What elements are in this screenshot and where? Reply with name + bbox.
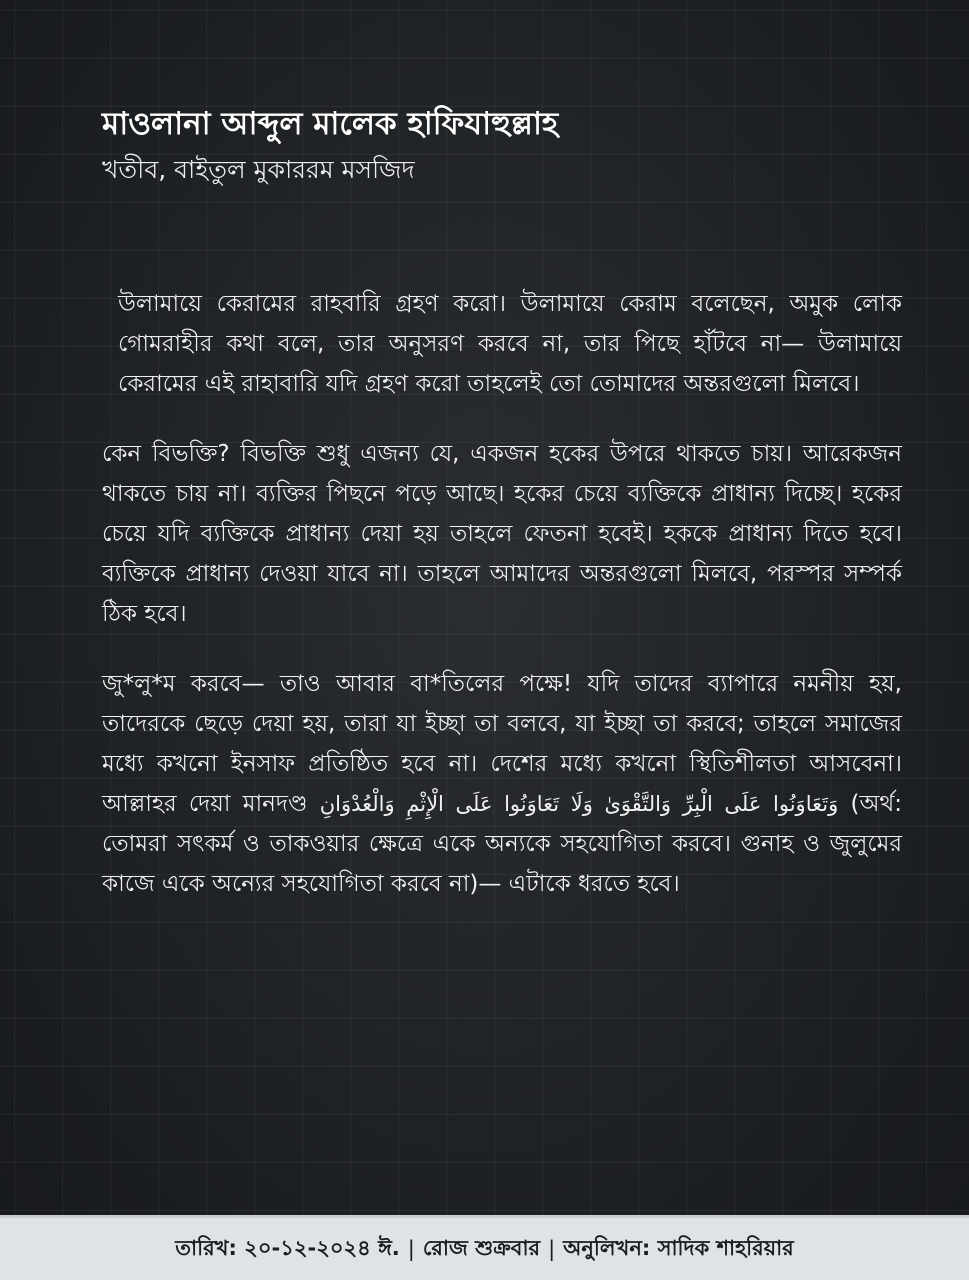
author-title: খতীব, বাইতুল মুকাররম মসজিদ [102, 155, 415, 184]
paragraph-3 [102, 664, 902, 904]
paragraph-3-text-after-arabic: (অর্থ: তোমরা সৎকর্ম ও তাকওয়ার ক্ষেত্রে একে অন্যকে সহযোগিতা করবে। গুনাহ ও জুলুমের কাজে একে অন্যের সহযোগিতা করবে না)— এটাকে ধরতে হবে। [102, 791, 903, 897]
footer-bar [0, 1215, 969, 1280]
arabic-verse: وَتَعَاوَنُوا عَلَى الْبِرِّ وَالتَّقْوَىٰ وَلَا تَعَاوَنُوا عَلَى الْإِثْمِ وَالْعُدْوَانِ [319, 792, 839, 816]
footer-day: রোজ শুক্রবার [422, 1235, 541, 1260]
footer-separator: | [407, 1237, 415, 1261]
paragraph-2: কেন বিভক্তি? বিভক্তি শুধু এজন্য যে, একজন হকের উপরে থাকতে চায়। আরেকজন থাকতে চায় না। ব্যক্তির পিছনে পড়ে আছে। হকের চেয়ে ব্যক্তিকে প্রাধান্য দিচ্ছে। হকের চেয়ে যদি ব্যক্তিকে প্রাধান্য দেয়া হয় তাহলে ফেতনা হবেই। হককে প্রাধান্য দিতে হবে। ব্যক্তিকে প্রাধান্য দেওয়া যাবে না। তাহলে আমাদের অন্তরগুলো মিলবে, পরস্পর সম্পর্ক ঠিক হবে। [102, 441, 902, 627]
footer-transcriber: অনুলিখন: সাদিক শাহরিয়ার [563, 1235, 794, 1260]
footer-date: তারিখ: ২০-১২-২০২৪ ঈ. [175, 1235, 400, 1260]
author-name: মাওলানা আব্দুল মালেক হাফিযাহুল্লাহ [102, 106, 559, 142]
article-body [102, 284, 902, 934]
header [102, 98, 902, 190]
paragraph-3-text-before-arabic: জু*লু*ম করবে— তাও আবার বা*তিলের পক্ষে! যদি তাদের ব্যাপারে নমনীয় হয়, তাদেরকে ছেড়ে দেয়া হয়, তারা যা ইচ্ছা তা বলবে, যা ইচ্ছা তা করবে; তাহলে সমাজের মধ্যে কখনো ইনসাফ প্রতিষ্ঠিত হবে না। দেশের মধ্যে কখনো স্থিতিশীলতা আসবেনা। আল্লাহর দেয়া মানদণ্ড [102, 671, 902, 817]
paragraph-1: উলামায়ে কেরামের রাহবারি গ্রহণ করো। উলামায়ে কেরাম বলেছেন, অমুক লোক গোমরাহীর কথা বলে, তার অনুসরণ করবে না, তার পিছে হাঁটবে না— উলামায়ে কেরামের এই রাহাবারি যদি গ্রহণ করো তাহলেই তো তোমাদের অন্তরগুলো মিলবে। [118, 291, 902, 397]
footer-separator: | [548, 1237, 556, 1261]
